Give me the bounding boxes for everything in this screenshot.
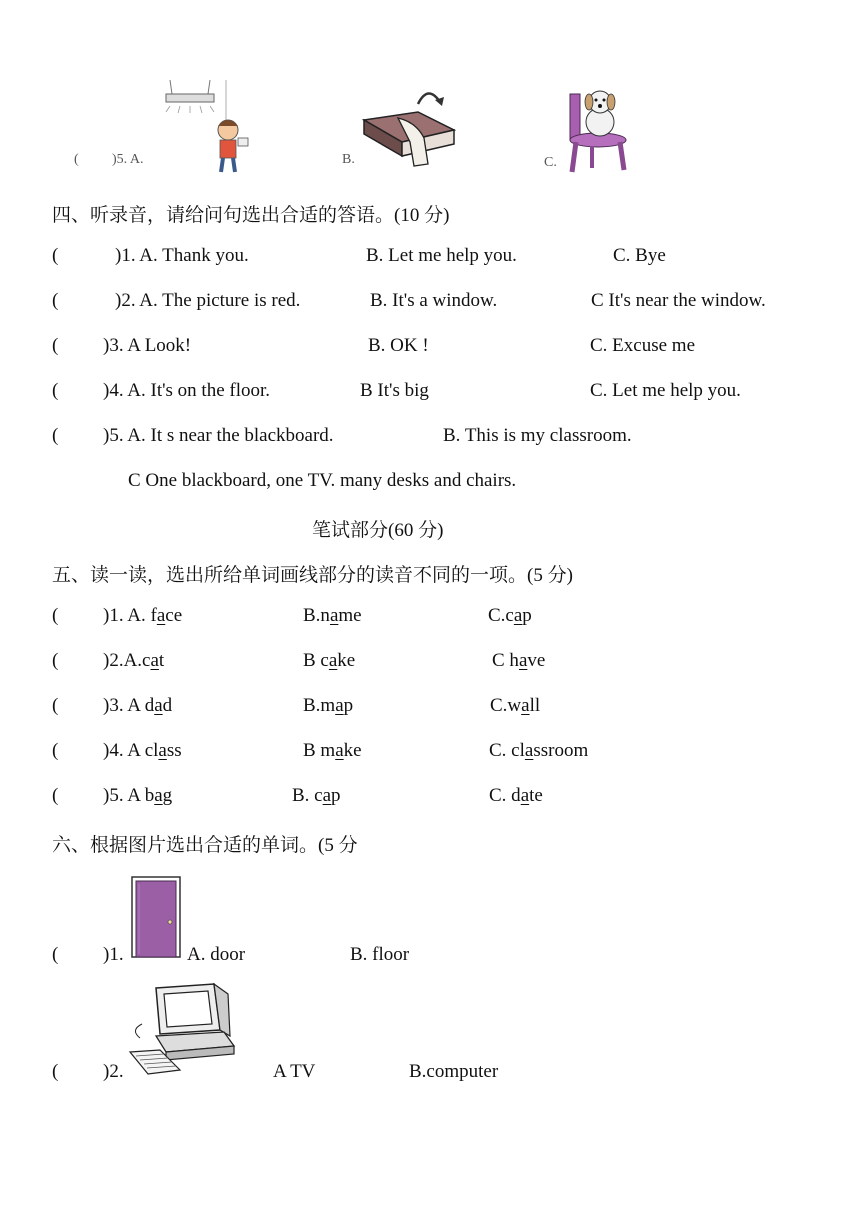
answer-paren[interactable]: ( bbox=[52, 380, 59, 401]
option-c: C. Bye bbox=[613, 245, 666, 266]
top-row-label-b: B. bbox=[342, 152, 355, 167]
top-row-number: )5. A. bbox=[112, 152, 144, 167]
option-c: C.cap bbox=[488, 605, 532, 626]
answer-paren[interactable]: ( bbox=[52, 1061, 59, 1082]
option-b: B.name bbox=[303, 605, 362, 626]
option-b: B It's big bbox=[360, 380, 429, 401]
option-b: B.map bbox=[303, 695, 354, 716]
answer-paren[interactable]: ( bbox=[52, 650, 59, 671]
answer-paren[interactable]: ( bbox=[52, 944, 59, 965]
section4-heading: 四、听录音，请给问句选出合适的答语。(10 分) bbox=[52, 205, 450, 226]
option-c: C. Excuse me bbox=[590, 335, 696, 356]
answer-paren[interactable]: ( bbox=[52, 425, 59, 446]
option-b: B. Let me help you. bbox=[366, 245, 517, 266]
option-a: A TV bbox=[273, 1061, 316, 1082]
option-a: )4. A class bbox=[103, 740, 182, 761]
answer-paren[interactable]: ( bbox=[52, 245, 59, 266]
section4-item-5-option-c: C One blackboard, one TV. many desks and chairs. bbox=[128, 470, 517, 491]
option-c: C have bbox=[492, 650, 546, 671]
answer-paren[interactable]: ( bbox=[52, 695, 59, 716]
computer-picture bbox=[126, 980, 236, 1076]
question-option-a: )4. A. It's on the floor. bbox=[103, 380, 271, 401]
option-c: C.wall bbox=[490, 695, 541, 716]
option-c: C It's near the window. bbox=[591, 290, 766, 311]
answer-paren[interactable]: ( bbox=[52, 605, 59, 626]
option-b: B. floor bbox=[350, 944, 410, 965]
question-option-a: )5. A. It s near the blackboard. bbox=[103, 425, 334, 446]
option-a: A. door bbox=[187, 944, 246, 965]
option-b: B.computer bbox=[409, 1061, 499, 1082]
question-option-a: )3. A Look! bbox=[103, 335, 192, 356]
option-a: )3. A dad bbox=[103, 695, 173, 716]
top-row-label-c: C. bbox=[544, 155, 557, 170]
closing-book-picture bbox=[358, 82, 463, 172]
question-number: )2. bbox=[103, 1061, 124, 1082]
option-b: B. OK ! bbox=[368, 335, 429, 356]
option-c: C. classroom bbox=[489, 740, 589, 761]
question-option-a: )1. A. Thank you. bbox=[115, 245, 249, 266]
option-b: B. It's a window. bbox=[370, 290, 498, 311]
option-b: B cake bbox=[303, 650, 356, 671]
lamp-boy-picture bbox=[150, 80, 260, 175]
option-c: C. date bbox=[489, 785, 543, 806]
top-row-paren: ( bbox=[74, 152, 79, 167]
question-number: )1. bbox=[103, 944, 124, 965]
section6-heading: 六、根据图片选出合适的单词。(5 分 bbox=[52, 835, 358, 856]
dog-on-chair-picture bbox=[562, 84, 632, 174]
option-a: )5. A bag bbox=[103, 785, 173, 806]
option-b: B. This is my classroom. bbox=[443, 425, 632, 446]
option-a: )2.A.cat bbox=[103, 650, 165, 671]
written-part-title: 笔试部分(60 分) bbox=[312, 520, 444, 541]
section5-heading: 五、读一读，选出所给单词画线部分的读音不同的一项。(5 分) bbox=[52, 565, 573, 586]
question-option-a: )2. A. The picture is red. bbox=[115, 290, 301, 311]
door-picture bbox=[131, 876, 183, 960]
option-a: )1. A. face bbox=[103, 605, 183, 626]
answer-paren[interactable]: ( bbox=[52, 290, 59, 311]
answer-paren[interactable]: ( bbox=[52, 785, 59, 806]
option-b: B. cap bbox=[292, 785, 341, 806]
answer-paren[interactable]: ( bbox=[52, 335, 59, 356]
option-b: B make bbox=[303, 740, 362, 761]
option-c: C. Let me help you. bbox=[590, 380, 741, 401]
answer-paren[interactable]: ( bbox=[52, 740, 59, 761]
